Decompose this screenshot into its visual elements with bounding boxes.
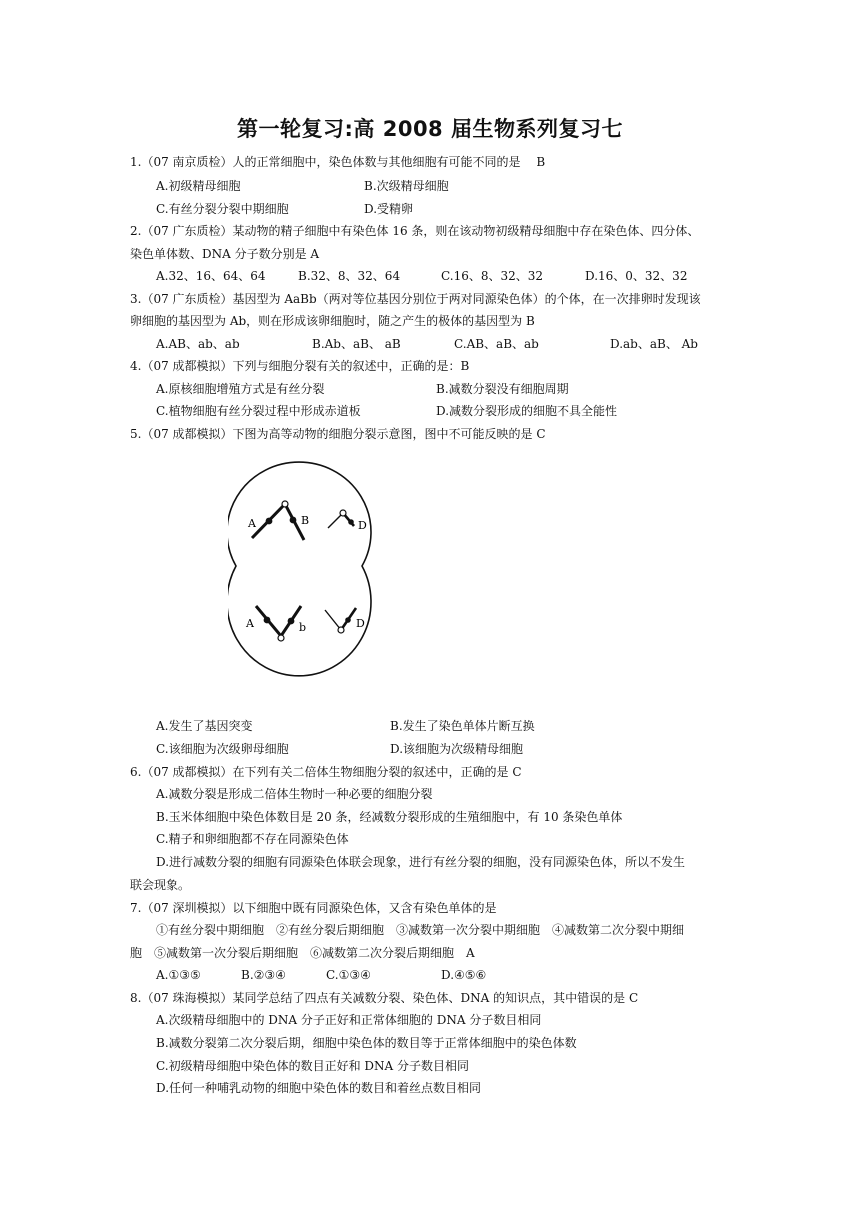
gene-dot-A-lower <box>264 617 271 624</box>
centromere-upper-right <box>340 510 346 516</box>
q2-option-d: D.16、0、32、32 <box>585 269 688 283</box>
q8-option-a: A.次级精母细胞中的 DNA 分子正好和正常体细胞的 DNA 分子数目相同 <box>156 1013 542 1027</box>
q4-option-a: A.原核细胞增殖方式是有丝分裂 <box>156 382 325 396</box>
q7-option-d: D.④⑤⑥ <box>441 968 487 982</box>
q5-option-d: D.该细胞为次级精母细胞 <box>390 742 524 756</box>
q6-option-b: B.玉米体细胞中染色体数目是 20 条，经减数分裂形成的生殖细胞中，有 10 条染色单体 <box>156 810 623 824</box>
question-5-stem: 5.（07 成都模拟）下图为高等动物的细胞分裂示意图，图中不可能反映的是 C <box>130 427 546 441</box>
figure-label-d-upper: D <box>358 519 367 532</box>
q5-option-a: A.发生了基因突变 <box>156 719 253 733</box>
q5-option-b: B.发生了染色单体片断互换 <box>390 719 535 733</box>
q3-option-c: C.AB、aB、ab <box>454 337 539 351</box>
gene-dot-A-upper <box>266 518 273 525</box>
q7-items-line2: 胞 ⑤减数第一次分裂后期细胞 ⑥减数第二次分裂后期细胞 A <box>130 946 475 960</box>
q8-option-d: D.任何一种哺乳动物的细胞中染色体的数目和着丝点数目相同 <box>156 1081 482 1095</box>
gene-dot-b-lower <box>288 618 295 625</box>
q7-items-line1: ①有丝分裂中期细胞 ②有丝分裂后期细胞 ③减数第一次分裂中期细胞 ④减数第二次分裂中期细 <box>156 923 685 937</box>
gene-dot-B-upper <box>290 517 297 524</box>
centromere-lower-left <box>278 635 284 641</box>
q6-option-c: C.精子和卵细胞都不存在同源染色体 <box>156 832 349 846</box>
figure-label-a-upper: A <box>248 517 256 530</box>
q7-option-a: A.①③⑤ <box>156 968 201 982</box>
question-2-stem-line2: 染色单体数、DNA 分子数分别是 A <box>130 247 320 261</box>
q3-option-a: A.AB、ab、ab <box>156 337 240 351</box>
q5-option-c: C.该细胞为次级卵母细胞 <box>156 742 289 756</box>
q4-option-d: D.减数分裂形成的细胞不具全能性 <box>436 404 618 418</box>
q2-option-a: A.32、16、64、64 <box>156 269 266 283</box>
cell-division-figure <box>228 440 388 710</box>
q4-option-c: C.植物细胞有丝分裂过程中形成赤道板 <box>156 404 361 418</box>
question-7-stem: 7.（07 深圳模拟）以下细胞中既有同源染色体，又含有染色单体的是 <box>130 901 497 915</box>
q6-option-d: D.进行减数分裂的细胞有同源染色体联会现象，进行有丝分裂的细胞，没有同源染色体，所以不发生 <box>156 855 686 869</box>
q8-option-c: C.初级精母细胞中染色体的数目正好和 DNA 分子数目相同 <box>156 1059 469 1073</box>
q1-option-d: D.受精卵 <box>364 202 414 216</box>
question-8-stem: 8.（07 珠海模拟）某同学总结了四点有关减数分裂、染色体、DNA 的知识点，其中错误的是 C <box>130 991 639 1005</box>
gene-dot-D-lower <box>345 617 351 623</box>
q3-option-b: B.Ab、aB、 aB <box>312 337 401 351</box>
centromere-lower-right <box>338 627 344 633</box>
document-title: 第一轮复习:高 2008 届生物系列复习七 <box>237 117 623 141</box>
q6-option-d-continued: 联会现象。 <box>130 878 191 892</box>
question-3-stem-line2: 卵细胞的基因型为 Ab，则在形成该卵细胞时，随之产生的极体的基因型为 B <box>130 314 535 328</box>
question-1-stem: 1.（07 南京质检）人的正常细胞中，染色体数与其他细胞有可能不同的是 B <box>130 155 546 169</box>
figure-label-d-lower: D <box>356 617 365 630</box>
q8-option-b: B.减数分裂第二次分裂后期，细胞中染色体的数目等于正常体细胞中的染色体数 <box>156 1036 577 1050</box>
q1-option-b: B.次级精母细胞 <box>364 179 449 193</box>
q7-option-c: C.①③④ <box>326 968 371 982</box>
chromatid-lower-right-1 <box>325 610 341 630</box>
figure-label-b-upper: B <box>301 514 310 527</box>
q4-option-b: B.减数分裂没有细胞周期 <box>436 382 569 396</box>
centromere-upper-left <box>282 501 288 507</box>
question-3-stem-line1: 3.（07 广东质检）基因型为 AaBb（两对等位基因分别位于两对同源染色体）的个体，在一次排卵时发现该 <box>130 292 701 306</box>
question-2-stem-line1: 2.（07 广东质检）某动物的精子细胞中有染色体 16 条，则在该动物初级精母细胞中存在染色体、四分体、 <box>130 224 700 238</box>
figure-label-a-lower: A <box>246 617 254 630</box>
q7-option-b: B.②③④ <box>241 968 286 982</box>
cell-division-diagram <box>228 440 388 710</box>
q3-option-d: D.ab、aB、 Ab <box>610 337 698 351</box>
q6-option-a: A.减数分裂是形成二倍体生物时一种必要的细胞分裂 <box>156 787 433 801</box>
gene-dot-D-upper <box>348 519 354 525</box>
question-6-stem: 6.（07 成都模拟）在下列有关二倍体生物细胞分裂的叙述中，正确的是 C <box>130 765 522 779</box>
question-4-stem: 4.（07 成都模拟）下列与细胞分裂有关的叙述中，正确的是：B <box>130 359 470 373</box>
cell-membrane-outline <box>228 462 371 676</box>
q2-option-c: C.16、8、32、32 <box>441 269 544 283</box>
figure-label-b-lower: b <box>299 621 307 634</box>
q2-option-b: B.32、8、32、64 <box>298 269 401 283</box>
q1-option-c: C.有丝分裂分裂中期细胞 <box>156 202 289 216</box>
q1-option-a: A.初级精母细胞 <box>156 179 241 193</box>
